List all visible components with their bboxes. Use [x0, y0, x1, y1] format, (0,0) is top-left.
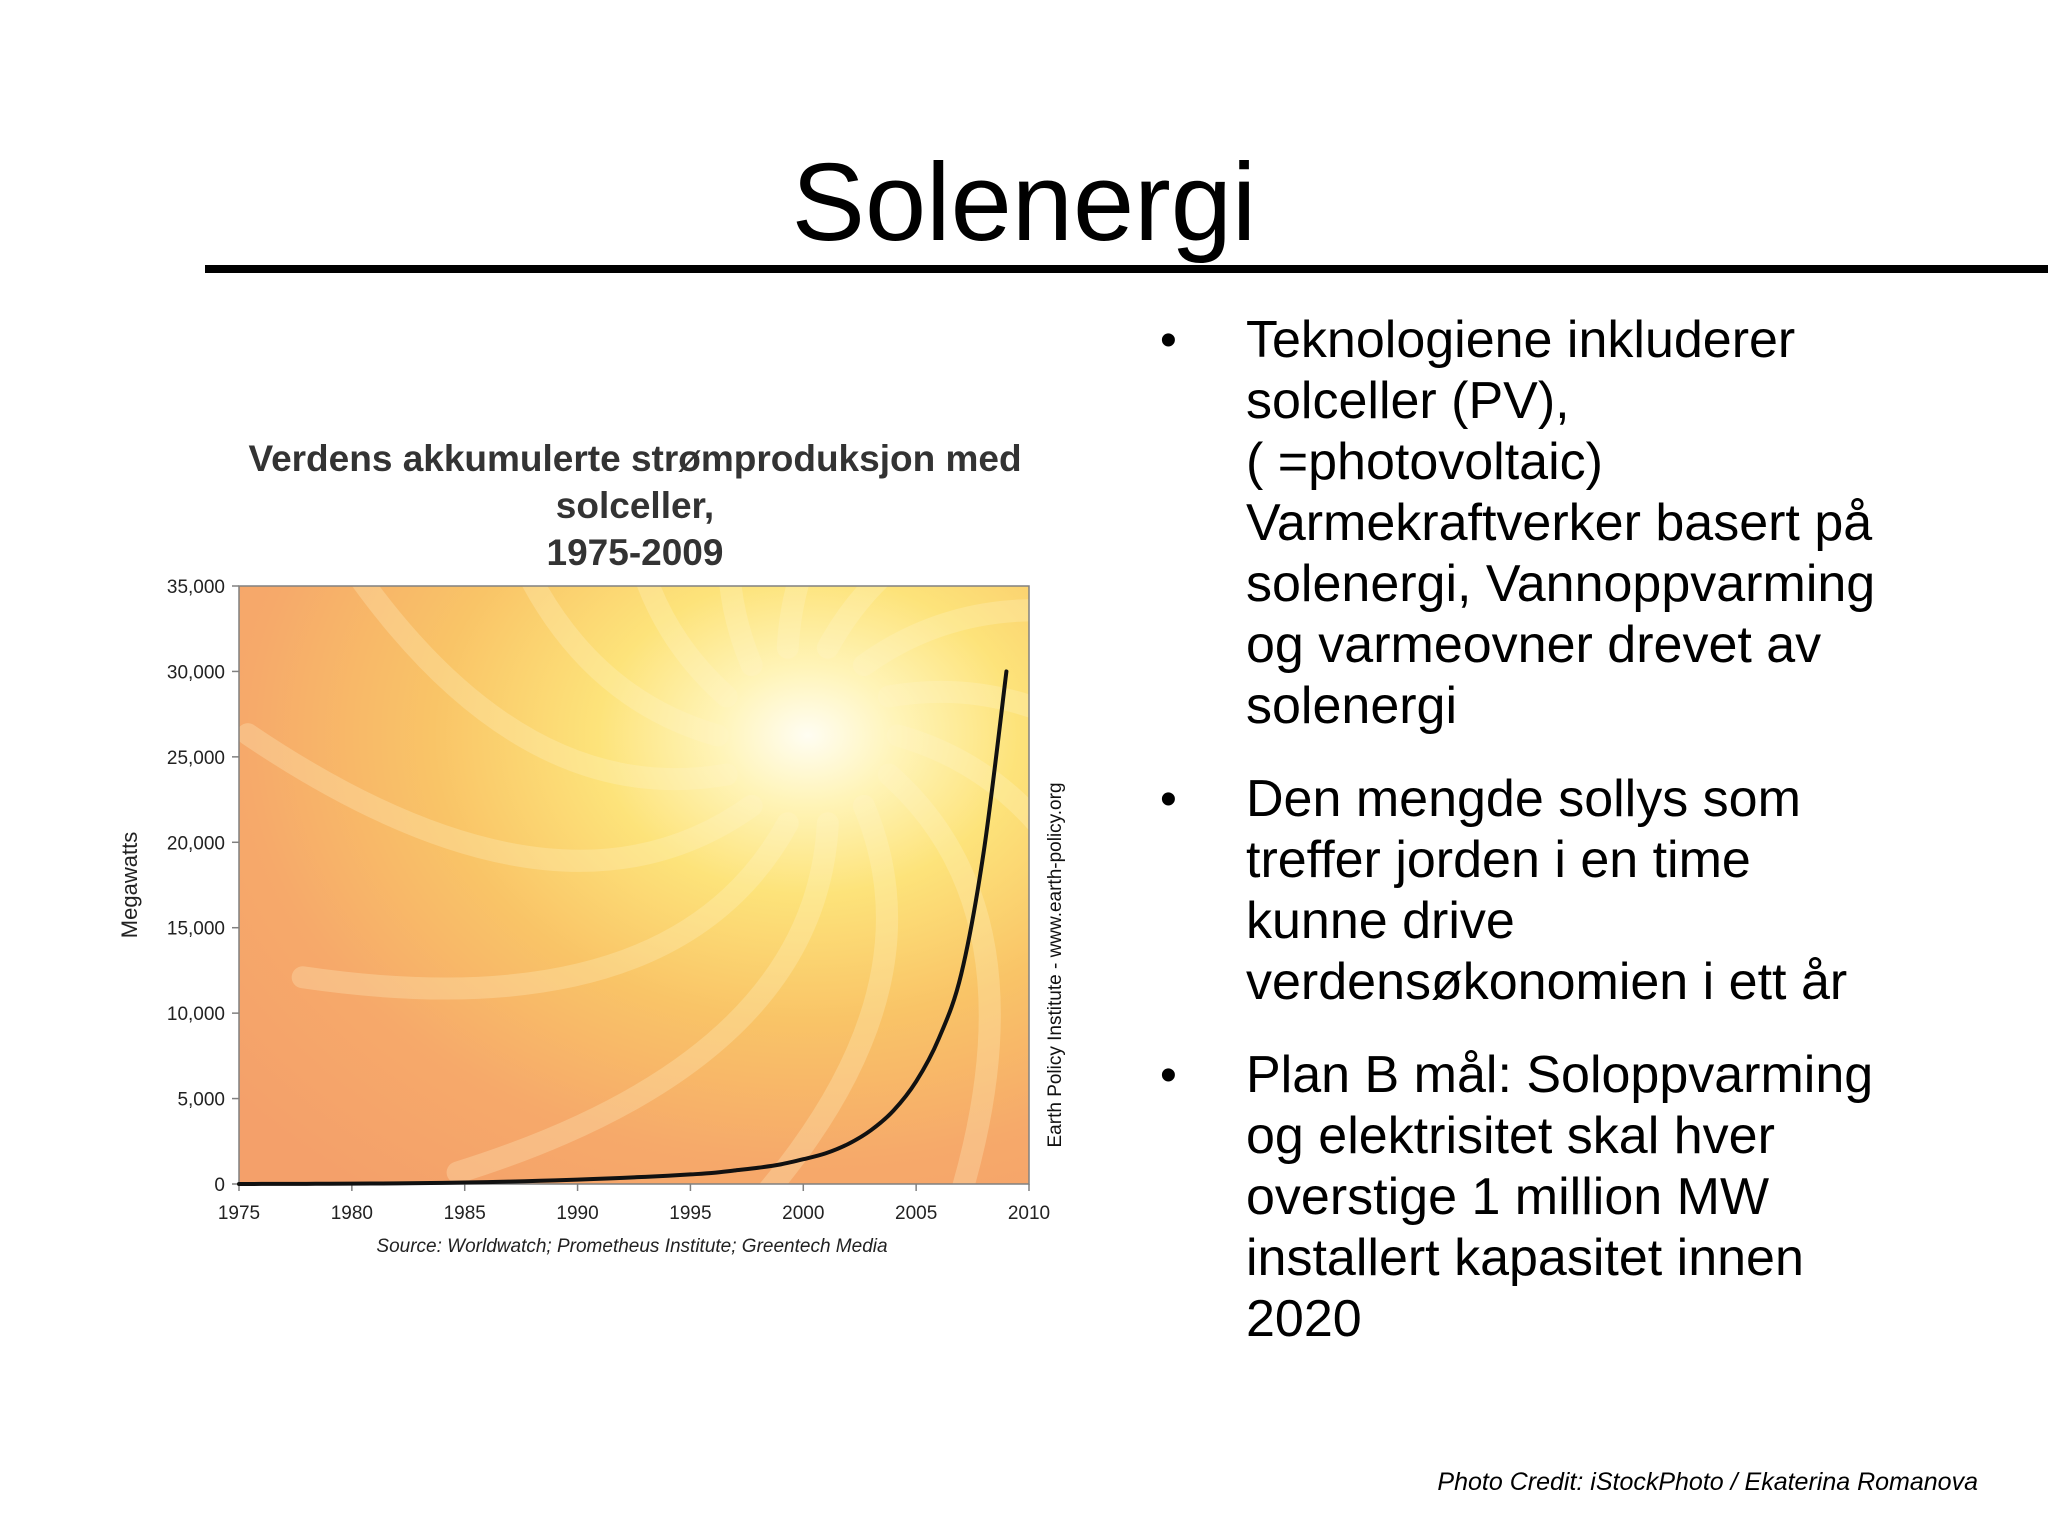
bullet-text-line: og elektrisitet skal hver	[1246, 1107, 1775, 1165]
bullet-text-line: kunne drive	[1246, 892, 1515, 950]
bullet-text-line: ( =photovoltaic)	[1246, 433, 1603, 491]
bullet-list	[1160, 310, 2030, 1382]
plot-background	[239, 570, 1110, 1270]
x-tick-label: 1980	[330, 1203, 373, 1224]
y-tick-label: 15,000	[166, 918, 225, 940]
x-tick-label: 1975	[217, 1203, 261, 1224]
y-axis-label: Megawatts	[117, 831, 142, 939]
bullet-item	[1160, 769, 2030, 1013]
y-tick-label: 20,000	[166, 833, 225, 855]
bullet-dot-icon: •	[1160, 314, 1177, 367]
chart-title	[160, 435, 1110, 576]
bullet-text-line: Den mengde sollys som	[1246, 770, 1801, 828]
bullet-text-line: treffer jorden i en time	[1246, 831, 1751, 889]
chart-source: Source: Worldwatch; Prometheus Institute; Greentech Media	[376, 1236, 888, 1257]
bullet-text-line: installert kapasitet innen	[1246, 1229, 1804, 1287]
slide-title: Solenergi	[791, 141, 1257, 264]
solar-capacity-chart	[100, 570, 1110, 1270]
y-tick-label: 30,000	[166, 662, 225, 684]
bullet-text-line: solceller (PV),	[1246, 372, 1570, 430]
y-tick-label: 35,000	[166, 577, 225, 598]
bullet-text-line: Plan B mål: Soloppvarming	[1246, 1046, 1874, 1104]
x-tick-label: 2000	[782, 1203, 825, 1224]
x-tick-label: 1990	[556, 1203, 599, 1224]
x-tick-label: 2005	[895, 1203, 938, 1224]
bullet-text-line: solenergi	[1246, 677, 1458, 735]
y-tick-label: 10,000	[166, 1004, 225, 1026]
bullet-dot-icon: •	[1160, 773, 1177, 826]
x-tick-label: 1995	[669, 1203, 712, 1224]
bullet-text-line: solenergi, Vannoppvarming	[1246, 555, 1876, 613]
bullet-item	[1160, 310, 2030, 737]
photo-credit: Photo Credit: iStockPhoto / Ekaterina Romanova	[1437, 1468, 1978, 1496]
y-tick-label: 25,000	[166, 747, 225, 769]
y-tick-label: 0	[214, 1175, 225, 1196]
bullet-text-line: verdensøkonomien i ett år	[1246, 953, 1848, 1011]
bullet-text-line: Varmekraftverker basert på	[1246, 494, 1873, 552]
y-tick-label: 5,000	[177, 1089, 225, 1111]
bullet-text-line: overstige 1 million MW	[1246, 1168, 1770, 1226]
x-tick-label: 2010	[1007, 1203, 1051, 1224]
bullet-text-line: 2020	[1246, 1290, 1362, 1348]
side-note: Earth Policy Institute - www.earth-policy.org	[1045, 782, 1066, 1148]
bullet-text-line: Teknologiene inkluderer	[1246, 311, 1796, 369]
chart-title-line: 1975-2009	[546, 532, 724, 573]
bullet-item	[1160, 1045, 2030, 1350]
title-divider	[205, 265, 2048, 273]
bullet-dot-icon: •	[1160, 1049, 1177, 1102]
bullet-text-line: og varmeovner drevet av	[1246, 616, 1822, 674]
chart-title-line: Verdens akkumulerte strømproduksjon med	[248, 438, 1022, 479]
x-tick-label: 1985	[443, 1203, 486, 1224]
chart-title-line: solceller,	[555, 485, 715, 526]
